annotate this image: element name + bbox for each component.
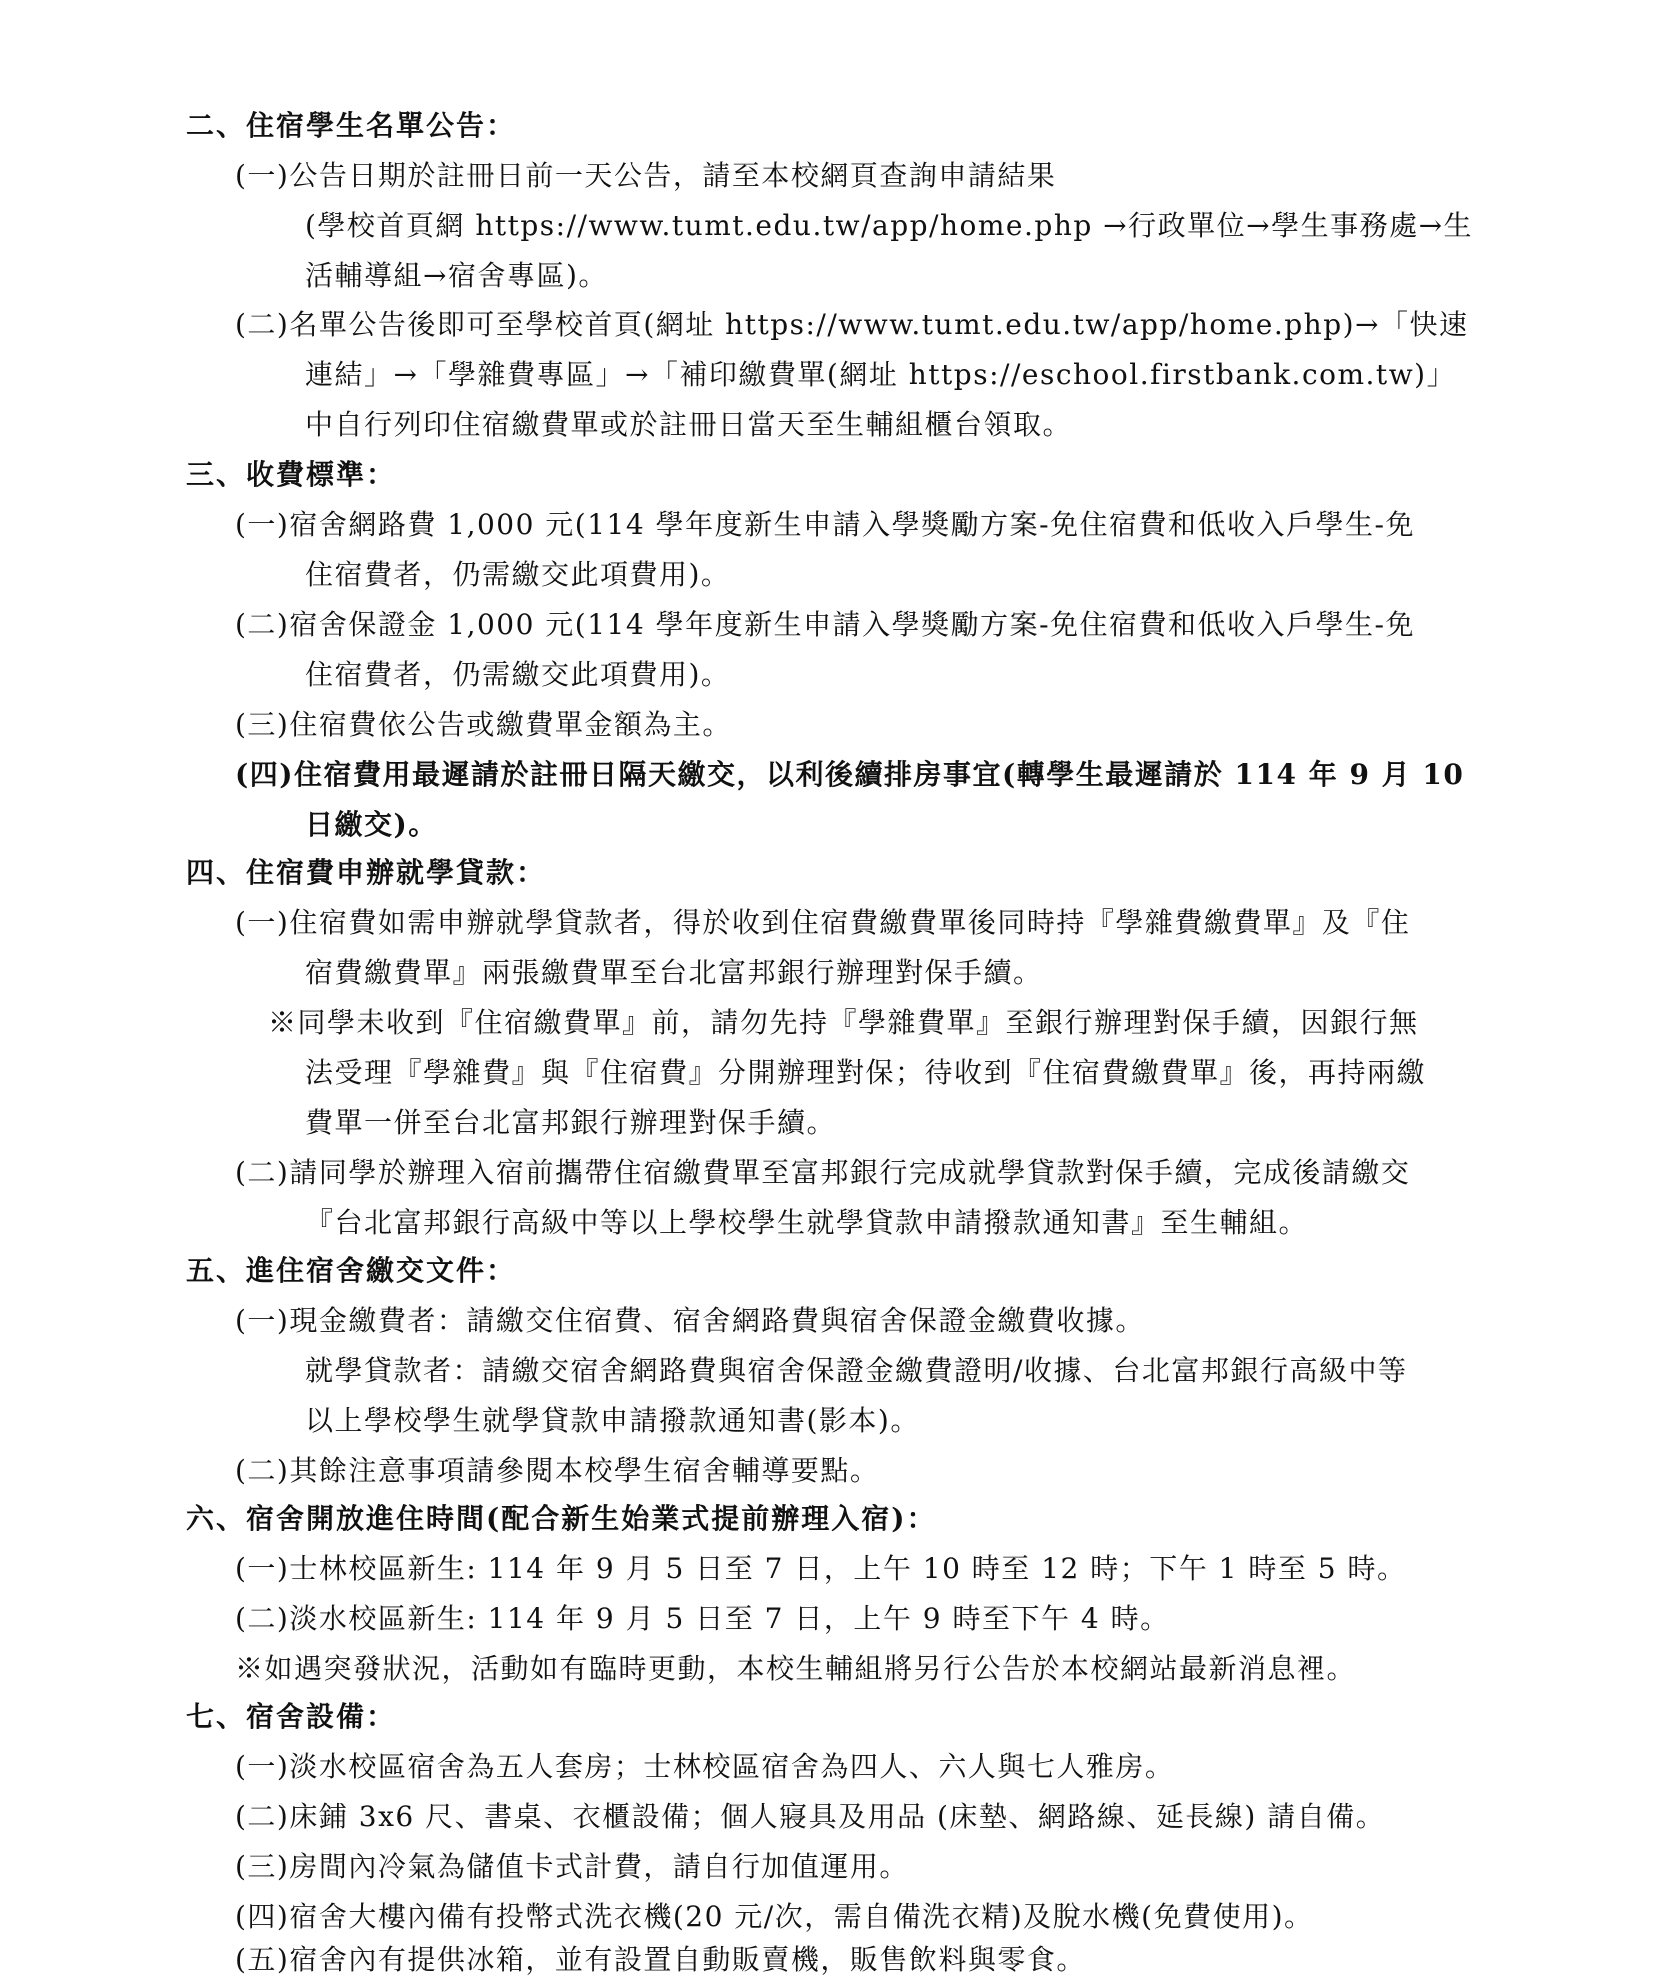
section-heading-4: 四、住宿費申辦就學貸款： (186, 856, 547, 889)
s2-item2-line2: 連結」→「學雜費專區」→「補印繳費單(網址 https://eschool.firstbank.com.tw)」 (305, 358, 1457, 391)
s3-item2-line1: (二)宿舍保證金 1,000 元(114 學年度新生申請入學獎勵方案-免住宿費和低收入戶學生-免 (235, 608, 1415, 641)
s7-item1-line1: (一)淡水校區宿舍為五人套房；士林校區宿舍為四人、六人與七人雅房。 (235, 1750, 1175, 1783)
section-heading-5: 五、進住宿舍繳交文件： (186, 1254, 517, 1287)
s2-item2-line3: 中自行列印住宿繳費單或於註冊日當天至生輔組櫃台領取。 (305, 408, 1073, 441)
section-heading-6: 六、宿舍開放進住時間(配合新生始業式提前辦理入宿)： (186, 1502, 937, 1535)
s4-item1-line1: (一)住宿費如需申辦就學貸款者，得於收到住宿費繳費單後同時持『學雜費繳費單』及『住 (235, 906, 1411, 939)
s5-item1-line3: 以上學校學生就學貸款申請撥款通知書(影本)。 (305, 1404, 920, 1437)
s4-note-line3: 費單一併至台北富邦銀行辦理對保手續。 (305, 1106, 837, 1139)
s4-note-line1: ※同學未收到『住宿繳費單』前，請勿先持『學雜費單』至銀行辦理對保手續，因銀行無 (268, 1006, 1419, 1039)
s3-item4-line2: 日繳交)。 (305, 808, 438, 841)
s2-item1-line2: (學校首頁網 https://www.tumt.edu.tw/app/home.php →行政單位→學生事務處→生 (305, 209, 1474, 242)
s3-item4-line1: (四)住宿費用最遲請於註冊日隔天繳交，以利後續排房事宜(轉學生最遲請於 114 年 9 月 10 (235, 758, 1465, 791)
s2-item1-line3: 活輔導組→宿舍專區)。 (305, 259, 608, 292)
s5-item1-line2: 就學貸款者：請繳交宿舍網路費與宿舍保證金繳費證明/收據、台北富邦銀行高級中等 (305, 1354, 1408, 1387)
s3-item3-line1: (三)住宿費依公告或繳費單金額為主。 (235, 708, 732, 741)
s3-item1-line1: (一)宿舍網路費 1,000 元(114 學年度新生申請入學獎勵方案-免住宿費和低收入戶學生-免 (235, 508, 1415, 541)
s5-item1-line1: (一)現金繳費者：請繳交住宿費、宿舍網路費與宿舍保證金繳費收據。 (235, 1304, 1145, 1337)
s2-item1-line1: (一)公告日期於註冊日前一天公告，請至本校網頁查詢申請結果 (235, 159, 1057, 192)
s3-item1-line2: 住宿費者，仍需繳交此項費用)。 (305, 558, 731, 591)
s4-item1-line2: 宿費繳費單』兩張繳費單至台北富邦銀行辦理對保手續。 (305, 956, 1043, 989)
s5-item2-line1: (二)其餘注意事項請參閱本校學生宿舍輔導要點。 (235, 1454, 880, 1487)
section-heading-3: 三、收費標準： (186, 458, 397, 491)
section-heading-2: 二、住宿學生名單公告： (186, 109, 517, 142)
s2-item2-line1: (二)名單公告後即可至學校首頁(網址 https://www.tumt.edu.tw/app/home.php)→「快速 (235, 308, 1469, 341)
s6-note-line1: ※如遇突發狀況，活動如有臨時更動，本校生輔組將另行公告於本校網站最新消息裡。 (235, 1652, 1357, 1685)
s7-item4-line1: (四)宿舍大樓內備有投幣式洗衣機(20 元/次，需自備洗衣精)及脫水機(免費使用)。 (235, 1900, 1314, 1933)
s4-item2-line2: 『台北富邦銀行高級中等以上學校學生就學貸款申請撥款通知書』至生輔組。 (305, 1206, 1309, 1239)
s6-item1-line1: (一)士林校區新生: 114 年 9 月 5 日至 7 日，上午 10 時至 12 時；下午 1 時至 5 時。 (235, 1552, 1407, 1585)
section-heading-7: 七、宿舍設備： (186, 1700, 397, 1733)
s6-item2-line1: (二)淡水校區新生: 114 年 9 月 5 日至 7 日，上午 9 時至下午 4 時。 (235, 1602, 1170, 1635)
s4-item2-line1: (二)請同學於辦理入宿前攜帶住宿繳費單至富邦銀行完成就學貸款對保手續，完成後請繳交 (235, 1156, 1411, 1189)
s7-item2-line1: (二)床鋪 3x6 尺、書桌、衣櫃設備；個人寢具及用品 (床墊、網路線、延長線) 請自備。 (235, 1800, 1386, 1833)
s3-item2-line2: 住宿費者，仍需繳交此項費用)。 (305, 658, 731, 691)
s4-note-line2: 法受理『學雜費』與『住宿費』分開辦理對保；待收到『住宿費繳費單』後，再持兩繳 (305, 1056, 1427, 1089)
s7-item3-line1: (三)房間內冷氣為儲值卡式計費，請自行加值運用。 (235, 1850, 909, 1883)
s7-item5-line1: (五)宿舍內有提供冰箱，並有設置自動販賣機，販售飲料與零食。 (235, 1943, 1086, 1976)
